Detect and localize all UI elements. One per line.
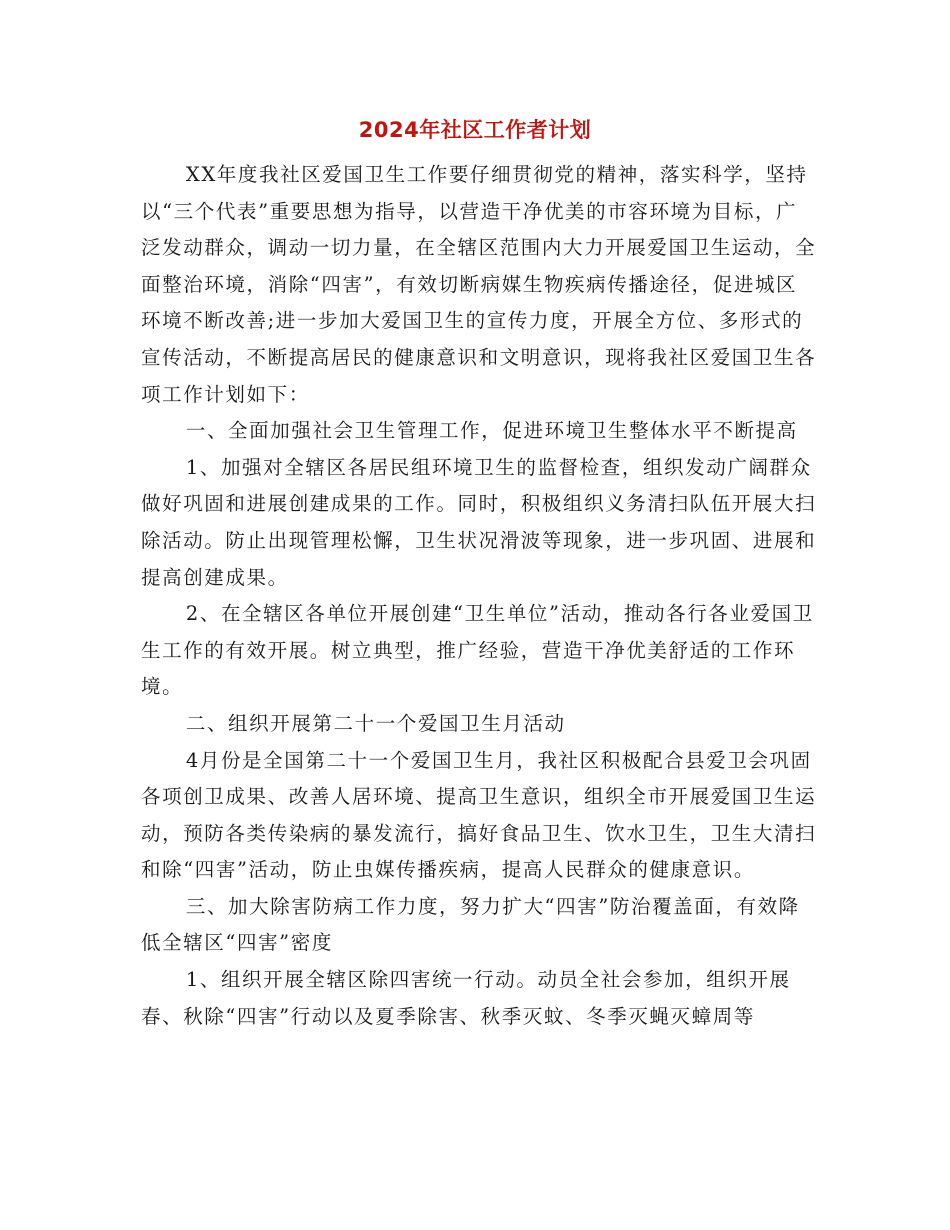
- paragraph-1-1: 1、加强对全辖区各居民组环境卫生的监督检查，组织发动广阔群众做好巩固和进展创建成果的工作。同时，积极组织义务清扫队伍开展大扫除活动。防止出现管理松懈，卫生状况滑波等现象，进一步巩固、进展和提高创建成果。: [141, 455, 817, 589]
- document-title: 2024年社区工作者计划: [358, 118, 592, 142]
- paragraph-3-1: 1、组织开展全辖区除四害统一行动。动员全社会参加，组织开展春、秋除“四害”行动以及夏季除害、秋季灭蚊、冬季灭蝇灭蟑周等: [141, 968, 791, 1028]
- section-heading-3: 三、加大除害防病工作力度，努力扩大“四害”防治覆盖面，有效降低全辖区“四害”密度: [141, 894, 800, 955]
- section-heading-2: 二、组织开展第二十一个爱国卫生月活动: [185, 711, 566, 735]
- paragraph-1-2: 2、在全辖区各单位开展创建“卫生单位”活动，推动各行各业爱国卫生工作的有效开展。树立典型，推广经验，营造干净优美舒适的工作环境。: [141, 602, 814, 699]
- document-body: [141, 157, 817, 1035]
- paragraph-intro: XX年度我社区爱国卫生工作要仔细贯彻党的精神，落实科学，坚持以“三个代表”重要思想为指导，以营造干净优美的市容环境为目标，广泛发动群众，调动一切力量，在全辖区范围内大力开展爱国卫生运动，全面整治环境，消除“四害”，有效切断病媒生物疾病传播途径，促进城区环境不断改善;进一步加大爱国卫生的宣传力度，开展全方位、多形式的宣传活动，不断提高居民的健康意识和文明意识，现将我社区爱国卫生各项工作计划如下：: [141, 163, 817, 406]
- paragraph-2-1: 4月份是全国第二十一个爱国卫生月，我社区积极配合县爱卫会巩固各项创卫成果、改善人居环境、提高卫生意识，组织全市开展爱国卫生运动，预防各类传染病的暴发流行，搞好食品卫生、饮水卫生，卫生大清扫和除“四害”活动，防止虫媒传播疾病，提高人民群众的健康意识。: [141, 748, 817, 882]
- section-heading-1: 一、全面加强社会卫生管理工作，促进环境卫生整体水平不断提高: [185, 419, 798, 443]
